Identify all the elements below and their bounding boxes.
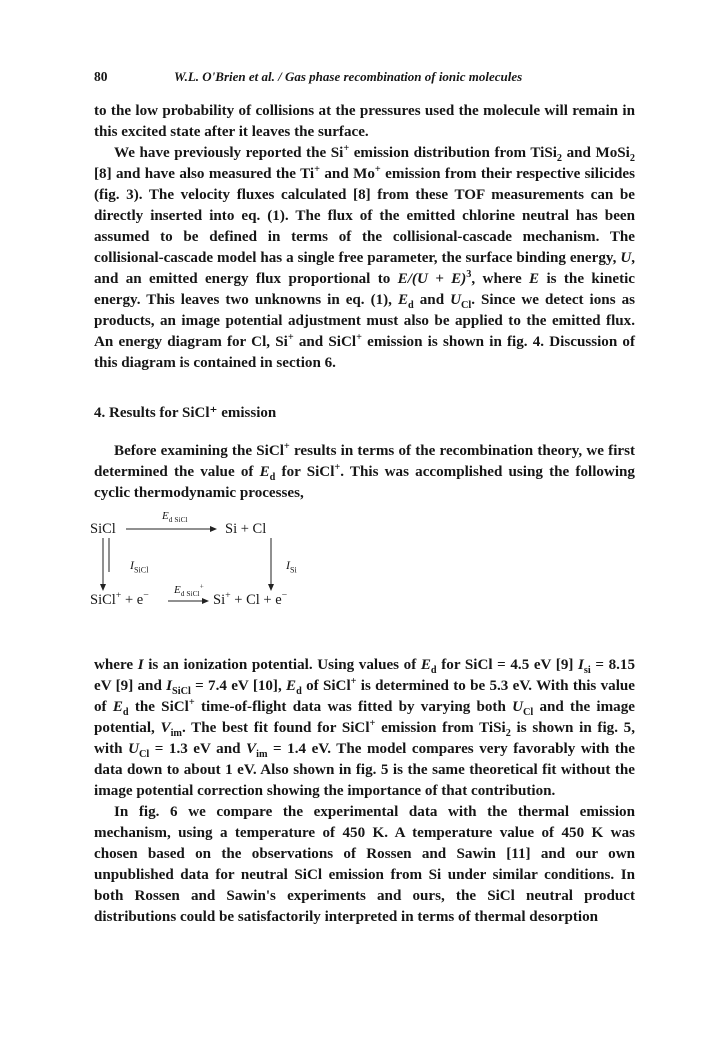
page-number: 80 [94, 69, 108, 84]
running-title: W.L. O'Brien et al. / Gas phase recombination of ionic molecules [174, 69, 523, 84]
paragraph-si-emission: We have previously reported the Si+ emission distribution from TiSi$_2$ and MoSi$_2$ [8] and have also measured the Ti+ and Mo+ emission from their respective silicides (fig. 3). The velocity fluxes calculated [8] from these TOF measurements can be directly inserted into eq. (1). The flux of the emitted chlorine neutral has been assumed to be defined in terms of the collisional-cascade mechanism. The collisional-cascade model has a single free parameter, the surface binding energy, U, and an emitted energy flux proportional to $E/(U + E)^3$, where E is the kinetic energy. This leaves two unknowns in eq. (1), $E_d$ and $U_{Cl}$. Since we detect ions as products, an image potential adjustment must also be applied to the emitted flux. An energy diagram for Cl, Si+ and SiCl+ emission is shown in fig. 4. Discussion of this diagram is contained in section 6. [94, 142, 635, 371]
ionization-si-label: $I_{Si}$ [286, 558, 297, 575]
body-text-top [94, 101, 635, 374]
paragraph-before-examining: Before examining the SiCl+ results in terms of the recombination theory, we first determined the value of $E_d$ for SiCl+. This was accomplished using the following cyclic thermodynamic processes, [94, 440, 635, 501]
diagram-si-ion-products: Si+ + Cl + e− [213, 590, 288, 608]
top-arrow-label: $E_{d SiCl}$ [162, 510, 188, 525]
diagram-si-cl: Si + Cl [225, 521, 267, 537]
page-header [94, 69, 654, 89]
bottom-arrow-label: $E_{d SiCl}^+$ [174, 581, 204, 599]
thermodynamic-cycle-diagram [90, 512, 450, 630]
diagram-sicl: SiCl [90, 521, 116, 537]
body-text-section4 [94, 441, 635, 504]
body-text-bottom [94, 655, 635, 928]
paragraph-thermal-emission: In fig. 6 we compare the experimental data with the thermal emission mechanism, using a temperature of 450 K. A temperature value of 450 K was chosen based on the observations of Rossen and Sawin [11] and our own unpublished data for neutral SiCl emission from Si under similar conditions. In both Rossen and Sawin's experiments and ours, the SiCl neutral product distributions could be satisfactorily interpreted in terms of thermal desorption [94, 804, 635, 925]
diagram-sicl-ion: SiCl+ + e− [90, 590, 149, 608]
ionization-sicl-label: $I_{SiCl}$ [130, 558, 149, 575]
paragraph-continuation: to the low probability of collisions at the pressures used the molecule will remain in this excited state after it leaves the surface. [94, 103, 635, 140]
section-heading: 4. Results for SiCl⁺ emission [94, 405, 277, 421]
paragraph-ionization-potential: where I is an ionization potential. Using values of $E_d$ for SiCl = 4.5 eV [9] $I_{si} = 8.15$ eV [9] and $I_{SiCl} = 7.4$ eV [10], $E_d$ of SiCl+ is determined to be 5.3 eV. With this value of $E_d$ the SiCl+ time-of-flight data was fitted by varying both $U_{Cl}$ and the image potential, $V_{im}$. The best fit found for SiCl+ emission from TiSi$_2$ is shown in fig. 5, with $U_{Cl} = 1.3$ eV and $V_{im} = 1.4$ eV. The model compares very favorably with the data down to about 1 eV. Also shown in fig. 5 is the same theoretical fit without the image potential correction showing the importance of that contribution. [94, 657, 635, 799]
